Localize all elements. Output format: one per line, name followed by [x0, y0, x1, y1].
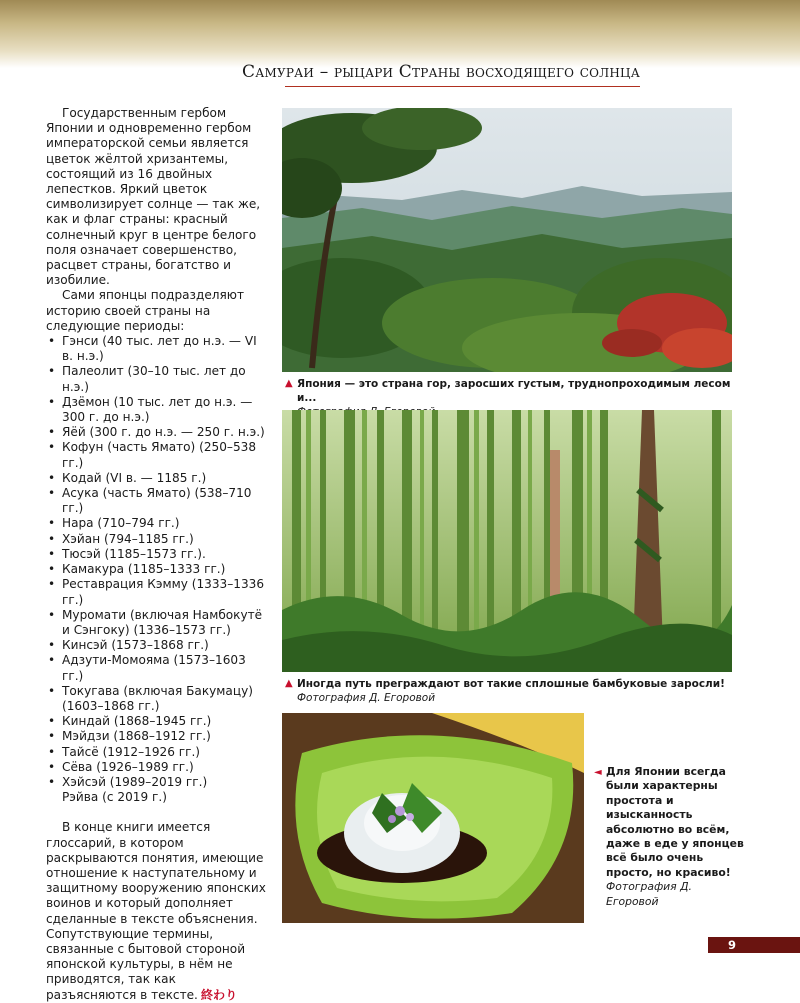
bullet-icon: •	[48, 562, 56, 577]
photo-credit: Фотография Д. Егоровой	[297, 692, 436, 704]
list-item: • Гэнси (40 тыс. лет до н.э. — VI в. н.э.)	[48, 334, 257, 364]
bullet-icon: •	[48, 440, 56, 455]
triangle-left-icon: ◄	[594, 767, 602, 778]
list-item: • Адзути-Момояма (1573–1603 гг.)	[48, 653, 246, 683]
list-item: • Камакура (1185–1333 гг.)	[48, 562, 226, 577]
list-item: • Кинсэй (1573–1868 гг.)	[48, 638, 209, 653]
list-item: • Киндай (1868–1945 гг.)	[48, 714, 212, 729]
main-text-column	[46, 106, 268, 1003]
list-item: • Палеолит (30–10 тыс. лет до н.э.)	[48, 364, 246, 394]
end-mark: 終わり	[200, 987, 238, 1002]
photo-japanese-dish	[282, 713, 584, 923]
paragraph-glossary: В конце книги имеется глоссарий, в котором раскрываются понятия, имеющие отношение к наступательному и защитному вооружению японских воинов и который дополняет сделанные в тексте объяснения. Сопутствующие термины, связанные с бытовой стороной японской культуры, в нём не приводятся, так как разъясняются в тексте. 終わり	[46, 820, 266, 1002]
list-item: • Дзёмон (10 тыс. лет до н.э. — 300 г. до н.э.)	[48, 394, 253, 425]
bullet-icon: •	[48, 714, 56, 729]
list-item: Рэйва (с 2019 г.)	[62, 790, 167, 805]
list-item: • Яёй (300 г. до н.э. — 250 г. н.э.)	[48, 425, 265, 440]
caption-text: Иногда путь преграждают вот такие сплошные бамбуковые заросли!	[297, 678, 725, 690]
list-item: • Мэйдзи (1868–1912 гг.)	[48, 729, 211, 744]
list-item: • Токугава (включая Бакумацу) (1603–1868 гг.)	[48, 683, 253, 713]
bullet-icon: •	[48, 425, 56, 440]
list-item: • Кодай (VI в. — 1185 г.)	[48, 470, 207, 485]
photo3-caption	[594, 765, 744, 909]
bullet-icon: •	[48, 486, 56, 501]
bullet-icon: •	[48, 638, 56, 653]
page-number: 9	[728, 938, 737, 952]
bullet-icon: •	[48, 774, 56, 789]
list-item: • Сёва (1926–1989 гг.)	[48, 759, 194, 774]
list-item: • Хэйсэй (1989–2019 гг.)	[48, 774, 208, 789]
paragraph-coat-of-arms: Государственным гербом Японии и одновременно гербом императорской семьи является цветок жёлтой хризантемы, состоящий из 16 двойных лепестков. Яркий цветок символизирует солнце — так же, как и флаг страны: красный солнечный круг в центре белого поля означает совершенство, расцвет страны, богатство и изобилие.	[46, 106, 261, 288]
bullet-icon: •	[48, 653, 56, 668]
photo2-caption	[285, 677, 735, 705]
list-item: • Тюсэй (1185–1573 гг.).	[48, 546, 206, 561]
list-item: • Муромати (включая Намбокутё и Сэнгоку) (1336–1573 гг.)	[48, 607, 263, 637]
bullet-icon: •	[48, 729, 56, 744]
bullet-icon: •	[48, 546, 56, 561]
bullet-icon: •	[48, 516, 56, 531]
bullet-icon: •	[48, 334, 56, 349]
caption-text: Для Японии всегда были характерны простота и изысканность абсолютно во всём, даже в еде у японцев всё было очень просто, но красиво!	[606, 765, 744, 879]
running-header	[242, 58, 640, 87]
running-title: Самураи – рыцари Страны восходящего солнца	[242, 62, 640, 82]
caption-text: Япония — это страна гор, заросших густым, труднопроходимым лесом и...	[297, 378, 731, 404]
bullet-icon: •	[48, 759, 56, 774]
photo-mountain-forest	[282, 108, 732, 372]
bullet-icon: •	[48, 531, 56, 546]
photo-bamboo-grove	[282, 410, 732, 672]
bullet-icon: •	[48, 364, 56, 379]
list-item: • Хэйан (794–1185 гг.)	[48, 531, 194, 546]
bullet-icon: •	[48, 394, 56, 409]
bullet-icon: •	[48, 607, 56, 622]
list-item: • Кофун (часть Ямато) (250–538 гг.)	[48, 440, 257, 470]
list-item: • Реставрация Кэмму (1333–1336 гг.)	[48, 577, 265, 607]
list-item: • Асука (часть Ямато) (538–710 гг.)	[48, 486, 252, 516]
list-item: • Тайсё (1912–1926 гг.)	[48, 744, 201, 759]
page-number-bar	[708, 937, 800, 953]
paragraph-periods-intro: Сами японцы подразделяют историю своей страны на следующие периоды:	[46, 288, 245, 333]
bullet-icon: •	[48, 683, 56, 698]
bullet-icon: •	[48, 577, 56, 592]
list-item: • Нара (710–794 гг.)	[48, 516, 180, 531]
periods-list	[46, 334, 268, 805]
photo-credit: Фотография Д. Егоровой	[606, 880, 692, 908]
bullet-icon: •	[48, 470, 56, 485]
triangle-up-icon: ▲	[285, 378, 293, 389]
triangle-up-icon: ▲	[285, 678, 293, 689]
bullet-icon: •	[48, 744, 56, 759]
